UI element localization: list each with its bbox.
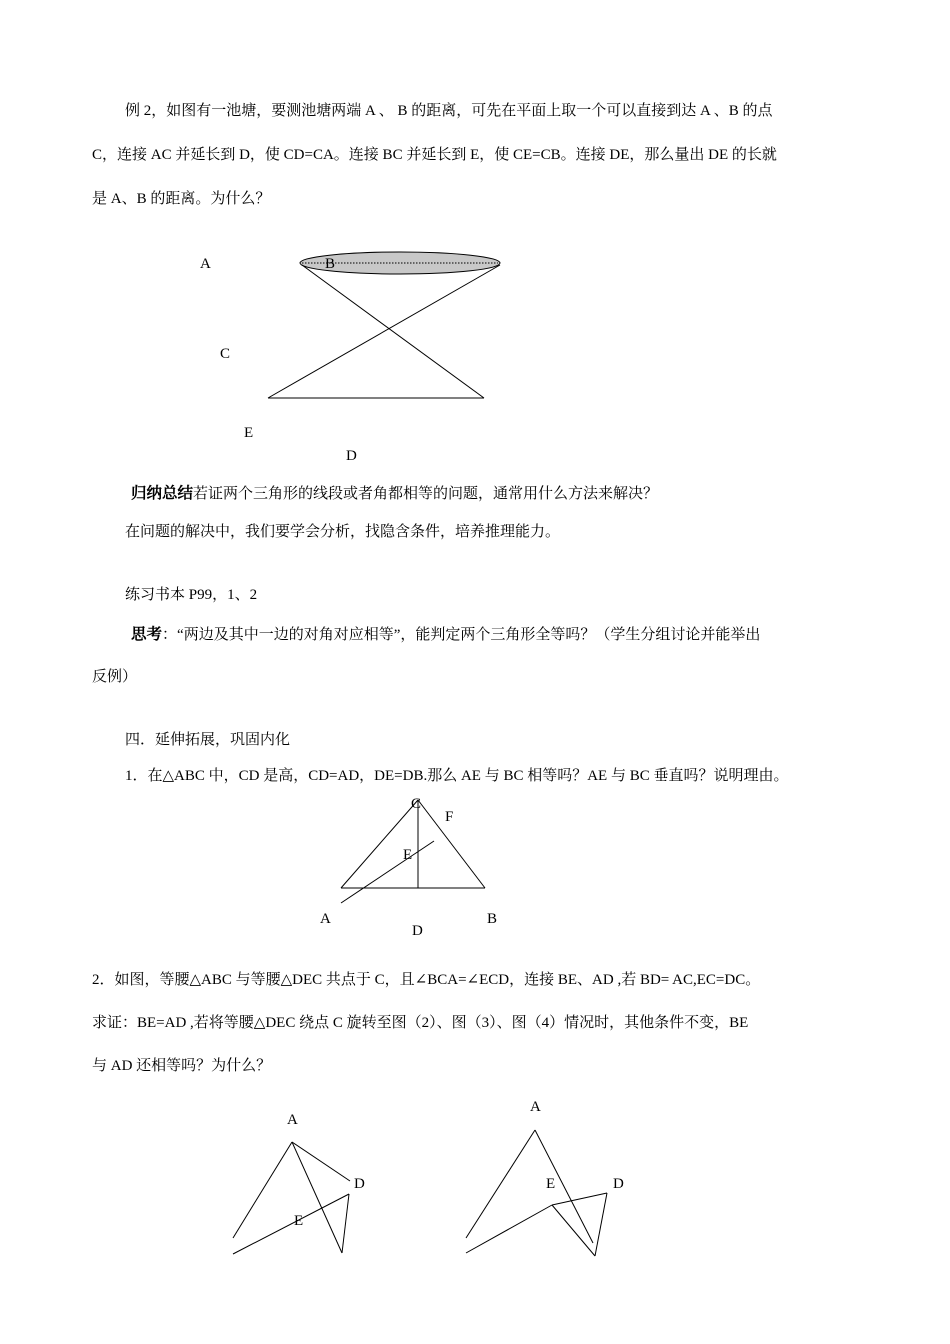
problem1-text: 1．在△ABC 中，CD 是高，CD=AD，DE=DB.那么 AE 与 BC 相等吗？AE 与 BC 垂直吗？说明理由。 <box>125 768 789 784</box>
fig3-label-a: A <box>287 1112 298 1128</box>
fig2-label-e: E <box>403 847 413 863</box>
fig1-label-c: C <box>220 346 231 362</box>
fig1-label-d: D <box>346 448 357 464</box>
fig4-label-d: D <box>613 1176 624 1192</box>
think-line2: 反例） <box>92 669 138 685</box>
summary-note: 在问题的解决中，我们要学会分析，找隐含条件，培养推理能力。 <box>125 524 561 540</box>
fig4-label-e: E <box>546 1176 556 1192</box>
fig2-label-f: F <box>445 809 454 825</box>
problem2-line2: 求证：BE=AD ,若将等腰△DEC 绕点 C 旋转至图（2）、图（3）、图（4）情况时，其他条件不变，BE <box>92 1015 749 1031</box>
fig2-label-b: B <box>487 911 498 927</box>
problem2-line3: 与 AD 还相等吗？为什么？ <box>92 1058 272 1074</box>
fig2-label-c: C <box>411 796 422 812</box>
example2-line2: C，连接 AC 并延长到 D，使 CD=CA。连接 BC 并延长到 E，使 CE=CB。连接 DE，那么量出 DE 的长就 <box>92 147 777 163</box>
section4-title: 四．延伸拓展，巩固内化 <box>125 732 291 748</box>
summary-heading: 归纳总结 <box>131 484 194 502</box>
fig2-label-d: D <box>412 923 423 939</box>
example2-line1: 例 2，如图有一池塘，要测池塘两端 A 、 B 的距离，可先在平面上取一个可以直接到达 A 、B 的点 <box>125 103 773 119</box>
fig1-label-e: E <box>244 425 254 441</box>
think-heading: 思考 <box>131 625 163 643</box>
fig1-label-b: B <box>325 256 336 272</box>
practice-line: 练习书本 P99，1、2 <box>125 587 258 603</box>
fig4-label-a: A <box>530 1099 541 1115</box>
summary-question: 若证两个三角形的线段或者角都相等的问题，通常用什么方法来解决？ <box>193 486 659 502</box>
problem2-line1: 2．如图，等腰△ABC 与等腰△DEC 共点于 C，且∠BCA=∠ECD，连接 BE、AD ,若 BD= AC,EC=DC。 <box>92 972 761 988</box>
fig1-label-a: A <box>200 256 211 272</box>
think-text: “两边及其中一边的对角对应相等”，能判定两个三角形全等吗？（学生分组讨论并能举出 <box>177 627 761 643</box>
fig2-label-a: A <box>320 911 331 927</box>
think-colon: ： <box>162 627 178 643</box>
fig3-label-d: D <box>354 1176 365 1192</box>
example2-line3: 是 A、B 的距离。为什么？ <box>92 191 271 207</box>
fig3-label-e: E <box>294 1213 304 1229</box>
